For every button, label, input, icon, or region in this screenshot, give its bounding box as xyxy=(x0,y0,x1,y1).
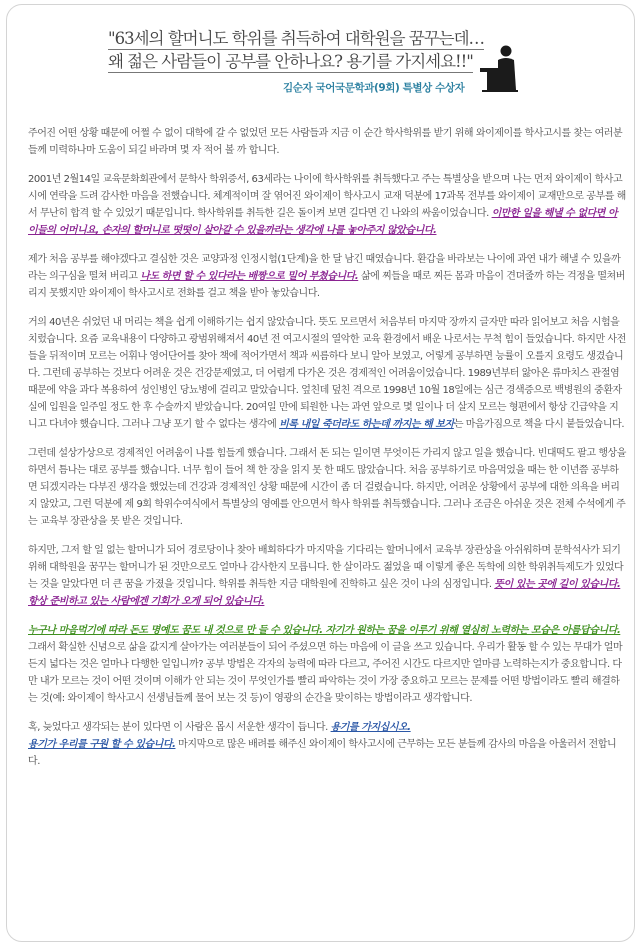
highlight-quote-1: 이만한 일을 해낼 수 없다면 아이들의 어머니요, 손자의 할머니로 떳떳이 살아갈 수 있을까라는 생각에 나를 놓아주지 않았습니다. xyxy=(28,208,618,236)
highlight-quote-2: 나도 하면 할 수 있다라는 배짱으로 밀어 부쳤습니다. xyxy=(140,271,359,282)
paragraph-4-text-a: 거의 40년은 쉬었던 내 머리는 책을 쉽게 이해하기는 쉽지 않았습니다. 뜻도 모르면서 처음부터 마지막 장까지 글자만 따라 읽어보고 처음 시험을 치렀습니다. 요즘 교육내용이 다양하고 광범위해져서 40년 전 여고시절의 열악한 교육 환경에서 배운 나로서는 무척 힘이 들었습니다. 하지만 사전들을 뒤적이며 모르는 어휘나 영어단어를 찾아 책에 적어가면서 책과 씨름하다 보니 알아 보였고, 어렇게 공부하면 능률이 오를지 요령도 생겼습니다. 그런데 공부하는 것보다 어려운 것은 건강문제였고, 더 어렵게 다가온 것은 경제적인 어려움이었습니다. 1989년부터 앓아온 류마치스 관절염 때문에 약을 과다 복용하여 성인병인 당뇨병에 걸리고 말았습니다. 엎친데 덮친 격으로 1998년 10월 18일에는 심근 경색증으로 백병원의 중환자실에 입원을 일주일 정도 한 후 수술까지 받았습니다. 20여일 만에 퇴원한 나는 과연 앞으로 몇 일이나 더 살지 모르는 형편에서 항상 긴급약을 지니고 다녀야 했습니다. 그러나 그냥 포기 할 수 없다는 생각에 xyxy=(28,317,626,430)
paragraph-4-text-b: 는 마음가짐으로 책을 다시 붙들었습니다. xyxy=(453,419,625,430)
title-line-1: "63세의 할머니도 학위를 취득하여 대학원을 꿈꾸는데… xyxy=(108,29,485,48)
article-body xyxy=(28,125,626,782)
article-header xyxy=(108,27,628,73)
paragraph-3 xyxy=(28,251,626,302)
paragraph-3-text-a: 제가 처음 공부를 해야겠다고 결심한 것은 교양과정 인정시험(1단계)을 한 달 남긴 때였습니다. 환갑을 바라보는 나이에 과연 내가 해낼 수 있을까라는 의구심을 떨쳐 버리고 xyxy=(28,254,621,282)
person-at-podium-icon xyxy=(478,44,522,92)
paragraph-6 xyxy=(28,542,626,610)
paragraph-8-text-a: 혹, 늦었다고 생각되는 분이 있다면 이 사람은 몹시 서운한 생각이 듭니다. xyxy=(28,722,331,733)
paragraph-8-text-b: 마지막으로 많은 배려를 해주신 와이제이 학사고시에 근무하는 모든 분들께 감사의 마음을 아울러서 전합니다. xyxy=(28,739,617,767)
highlight-quote-5: 누구나 마음먹기에 따라 돈도 명예도 꿈도 내 것으로 만 들 수 있습니다. 자기가 원하는 꿈을 이루기 위해 열심히 노력하는 모습은 아름답습니다. xyxy=(28,625,621,636)
paragraph-2 xyxy=(28,171,626,239)
title-line-2: 왜 젊은 사람들이 공부를 안하나요? 용기를 가지세요!!" xyxy=(108,52,473,71)
paragraph-3-text-b: 삶에 찌들을 때로 찌든 몸과 마음이 견뎌줄까 하는 걱정을 떨쳐버리지 못했지만 와이제이 학사고시로 전화를 걸고 책을 받아 놓았습니다. xyxy=(28,271,625,299)
paragraph-8 xyxy=(28,719,626,770)
paragraph-5: 그런데 설상가상으로 경제적인 어려움이 나를 힘들게 했습니다. 그래서 돈 되는 일이면 무엇이든 가리지 않고 일을 했습니다. 빈대떡도 팔고 행상을 하면서 틈나는 대로 공부를 했습니다. 너무 힘이 들어 책 한 장을 읽지 못 한 때도 많았습니다. 처음 공부하기로 마음먹었을 때는 한 이년쯤 공부하면 되겠지라는 다부진 생각을 했었는데 건강과 경제적인 상황 때문에 시간이 좀 더 걸렸습니다. 하지만, 어려운 상황에서 공부에 대한 의욕을 버리지 않았고, 그런 덕분에 제 9회 학위수여식에서 특별상의 영예를 안으면서 학사 학위를 취득했습니다. 그러나 조금은 아쉬운 것은 전체 수석에게 주는 교육부 장관상을 못 받은 것입니다. xyxy=(28,448,626,527)
highlight-quote-3: 비록 내일 죽더라도 하는데 까지는 해 보자 xyxy=(279,419,454,430)
highlight-quote-4: 뜻이 있는 곳에 길이 있습니다. 항상 준비하고 있는 사람에겐 기회가 오게 되어 있습니다. xyxy=(28,579,621,607)
paragraph-6-text-a: 하지만, 그저 할 일 없는 할머니가 되어 경로당이나 찾아 배회하다가 마지막을 기다리는 할머니에서 교육부 장관상을 아쉬워하며 문학석사가 되기 위해 대학원을 꿈꾸는 할머니가 된 것만으로도 얼마나 감사한지 모릅니다. 한 살이라도 젊었을 때 이렇게 좋은 독학에 의한 학위취득제도가 있었다는 것을 알았다면 더 큰 꿈을 가졌을 것입니다. 학위를 취득한 지금 대학원에 진학하고 싶은 것이 나의 심정입니다. xyxy=(28,545,624,590)
author-byline: 김순자 국어국문학과(9회) 특별상 수상자 xyxy=(283,82,465,94)
paragraph-7 xyxy=(28,622,626,707)
paragraph-2-text: 2001년 2월14일 교육문화회관에서 문학사 학위증서, 63세라는 나이에 학사학위를 취득했다고 주는 특별상을 받으며 나는 먼저 와이제이 학사고시에 연락을 드려 감사한 마음을 전했습니다. 체계적이며 잘 엮어진 와이제이 학사고시 교재 덕분에 17과목 전부를 와이제이 교재만으로 공부를 해서 무난히 합격 할 수 있었기 때문입니다. 학사학위를 취득한 길은 돌이켜 보면 길다면 긴 나와의 싸움이었습니다. xyxy=(28,174,626,219)
highlight-quote-7: 용기가 우리를 구원 할 수 있습니다. xyxy=(28,739,176,750)
paragraph-1: 주어진 어떤 상황 때문에 어쩔 수 없이 대학에 갈 수 없었던 모든 사람들과 지금 이 순간 학사학위를 받기 위해 와이제이를 학사고시를 찾는 여러분들께 미력하나마 도움이 되길 바라며 몇 자 적어 볼 까 합니다. xyxy=(28,128,623,156)
paragraph-4 xyxy=(28,314,626,433)
highlight-quote-6: 용기를 가지십시오. xyxy=(330,722,411,733)
paragraph-7-text: 그래서 확실한 신념으로 삶을 값지게 살아가는 여러분들이 되어 주셨으면 하는 마음에 이 글을 쓰고 있습니다. 우리가 활동 할 수 있는 무대가 얼마든지 넓다는 것은 얼마나 다행한 일입니까? 공부 방법은 각자의 능력에 따라 다르고, 주어진 시간도 다르지만 얼마큼 노력하는지가 중요합니다. 다만 내가 모르는 것이 어떤 것이며 이해가 안 되는 것이 무엇인가를 빨리 파악하는 것이 가장 중요하고 모르는 문제를 어떤 방법이라도 빨리 해결하는 것(예: 와이제이 학사고시 선생님들께 물어 보는 것 등)이 영광의 순간을 맞이하는 방법이라고 생각합니다. xyxy=(28,642,623,704)
